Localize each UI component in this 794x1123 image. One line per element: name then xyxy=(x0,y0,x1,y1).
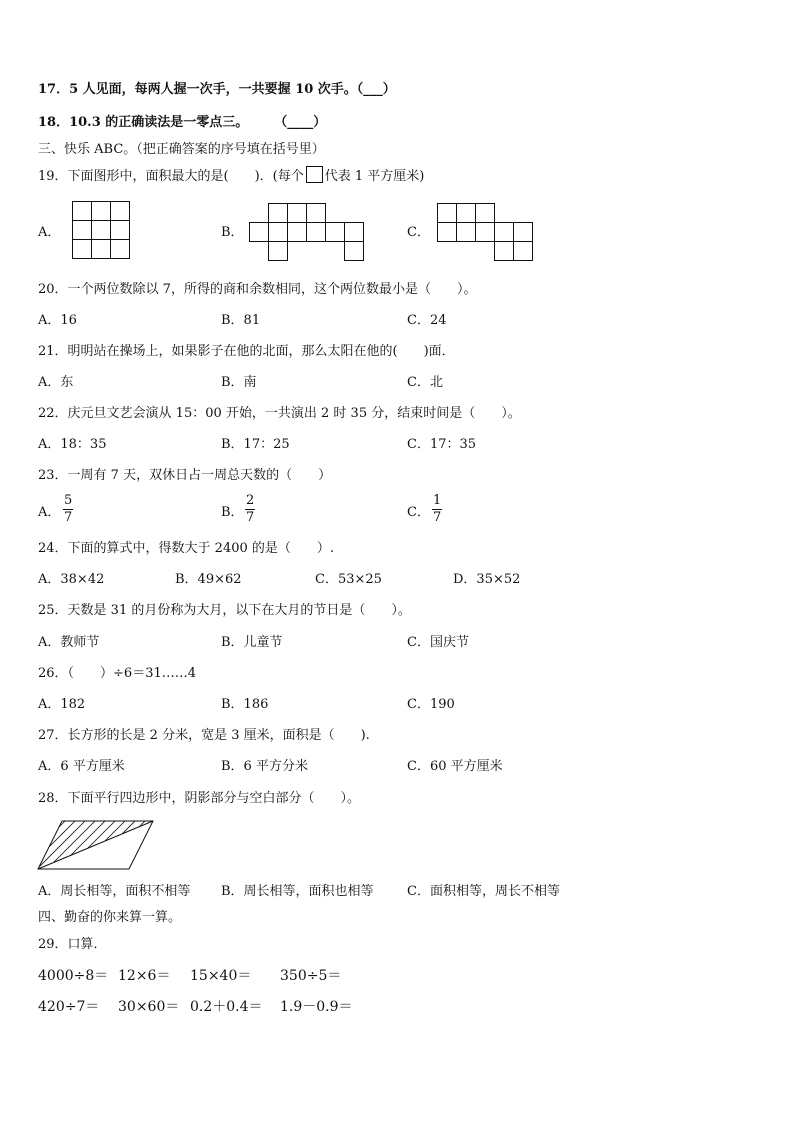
q28-option-b: B．周长相等，面积也相等 xyxy=(221,884,374,899)
question-19-text-a: 19．下面图形中，面积最大的是( )．(每个 xyxy=(38,169,304,184)
q24-option-a: A．38×42 xyxy=(38,572,105,587)
q20-option-b: B．81 xyxy=(221,313,261,328)
question-18: 18．10.3 的正确读法是一零点三。 （____） xyxy=(38,115,327,130)
q22-option-c: C．17：35 xyxy=(407,437,477,452)
calc-item: 0.2＋0.4＝ xyxy=(190,999,263,1015)
question-26: 26．（ ）÷6＝31……4 xyxy=(38,666,197,681)
q23-option-a-label: A． xyxy=(38,505,61,520)
question-19-text-b: 代表 1 平方厘米) xyxy=(324,169,425,184)
calc-item: 1.9－0.9＝ xyxy=(280,999,353,1015)
q25-option-b: B．儿童节 xyxy=(221,635,283,650)
calc-item: 4000÷8＝ xyxy=(38,968,109,984)
question-22: 22．庆元旦文艺会演从 15：00 开始，一共演出 2 时 35 分，结束时间是（ ）。 xyxy=(38,406,521,421)
calc-item: 30×60＝ xyxy=(118,999,180,1015)
q19-option-c-label: C． xyxy=(407,225,430,240)
fraction-denominator: 7 xyxy=(433,510,442,525)
q26-option-b: B．186 xyxy=(221,697,269,712)
q19-figure-b xyxy=(249,203,367,263)
section-3-heading: 三、快乐 ABC。（把正确答案的序号填在括号里） xyxy=(38,142,325,157)
fraction-numerator: 1 xyxy=(433,493,442,508)
unit-square-icon xyxy=(306,166,323,183)
section-4-heading: 四、勤奋的你来算一算。 xyxy=(38,910,182,925)
q24-option-c: C．53×25 xyxy=(315,572,382,587)
q19-option-b-label: B． xyxy=(221,225,244,240)
q27-option-c: C．60 平方厘米 xyxy=(407,759,503,774)
q19-figure-a xyxy=(72,201,132,261)
q19-option-a-label: A． xyxy=(38,225,61,240)
parallelogram-figure xyxy=(37,820,157,872)
q28-option-a: A．周长相等，面积不相等 xyxy=(38,884,191,899)
q24-option-b: B．49×62 xyxy=(175,572,242,587)
question-17: 17．5 人见面，每两人握一次手，一共要握 10 次手。（___） xyxy=(38,82,396,97)
q25-option-a: A．教师节 xyxy=(38,635,100,650)
q20-option-c: C．24 xyxy=(407,313,447,328)
q26-option-c: C．190 xyxy=(407,697,455,712)
q23-option-b-label: B． xyxy=(221,505,244,520)
q22-option-b: B．17：25 xyxy=(221,437,290,452)
q26-option-a: A．182 xyxy=(38,697,86,712)
q27-option-a: A．6 平方厘米 xyxy=(38,759,125,774)
question-29: 29．口算． xyxy=(38,937,107,952)
calc-item: 15×40＝ xyxy=(190,968,252,984)
fraction-numerator: 2 xyxy=(246,493,255,508)
q19-figure-c xyxy=(437,203,537,263)
question-28: 28．下面平行四边形中，阴影部分与空白部分（ ）。 xyxy=(38,791,361,806)
question-25: 25．天数是 31 的月份称为大月，以下在大月的节日是（ ）。 xyxy=(38,603,411,618)
question-21: 21．明明站在操场上，如果影子在他的北面，那么太阳在他的( )面． xyxy=(38,344,455,359)
question-19 xyxy=(38,166,424,186)
calc-item: 12×6＝ xyxy=(118,968,171,984)
fraction-denominator: 7 xyxy=(246,510,255,525)
q25-option-c: C．国庆节 xyxy=(407,635,469,650)
q21-option-b: B．南 xyxy=(221,375,257,390)
question-23: 23．一周有 7 天，双休日占一周总天数的（ ） xyxy=(38,468,332,483)
q21-option-c: C．北 xyxy=(407,375,443,390)
calc-item: 420÷7＝ xyxy=(38,999,100,1015)
q23-option-c-label: C． xyxy=(407,505,430,520)
question-27: 27．长方形的长是 2 分米，宽是 3 厘米，面积是（ ). xyxy=(38,728,370,743)
calc-item: 350÷5＝ xyxy=(280,968,342,984)
q23-option-b-fraction xyxy=(245,494,255,525)
q23-option-c-fraction xyxy=(432,494,442,525)
fraction-denominator: 7 xyxy=(64,510,73,525)
question-24: 24．下面的算式中，得数大于 2400 的是（ ）. xyxy=(38,541,335,556)
q27-option-b: B．6 平方分米 xyxy=(221,759,308,774)
q20-option-a: A．16 xyxy=(38,313,77,328)
q23-option-a-fraction xyxy=(63,494,73,525)
q28-option-c: C．面积相等，周长不相等 xyxy=(407,884,560,899)
q21-option-a: A．东 xyxy=(38,375,74,390)
q24-option-d: D．35×52 xyxy=(453,572,521,587)
fraction-numerator: 5 xyxy=(64,493,73,508)
question-20: 20．一个两位数除以 7，所得的商和余数相同，这个两位数最小是（ ）。 xyxy=(38,282,477,297)
q22-option-a: A．18：35 xyxy=(38,437,107,452)
